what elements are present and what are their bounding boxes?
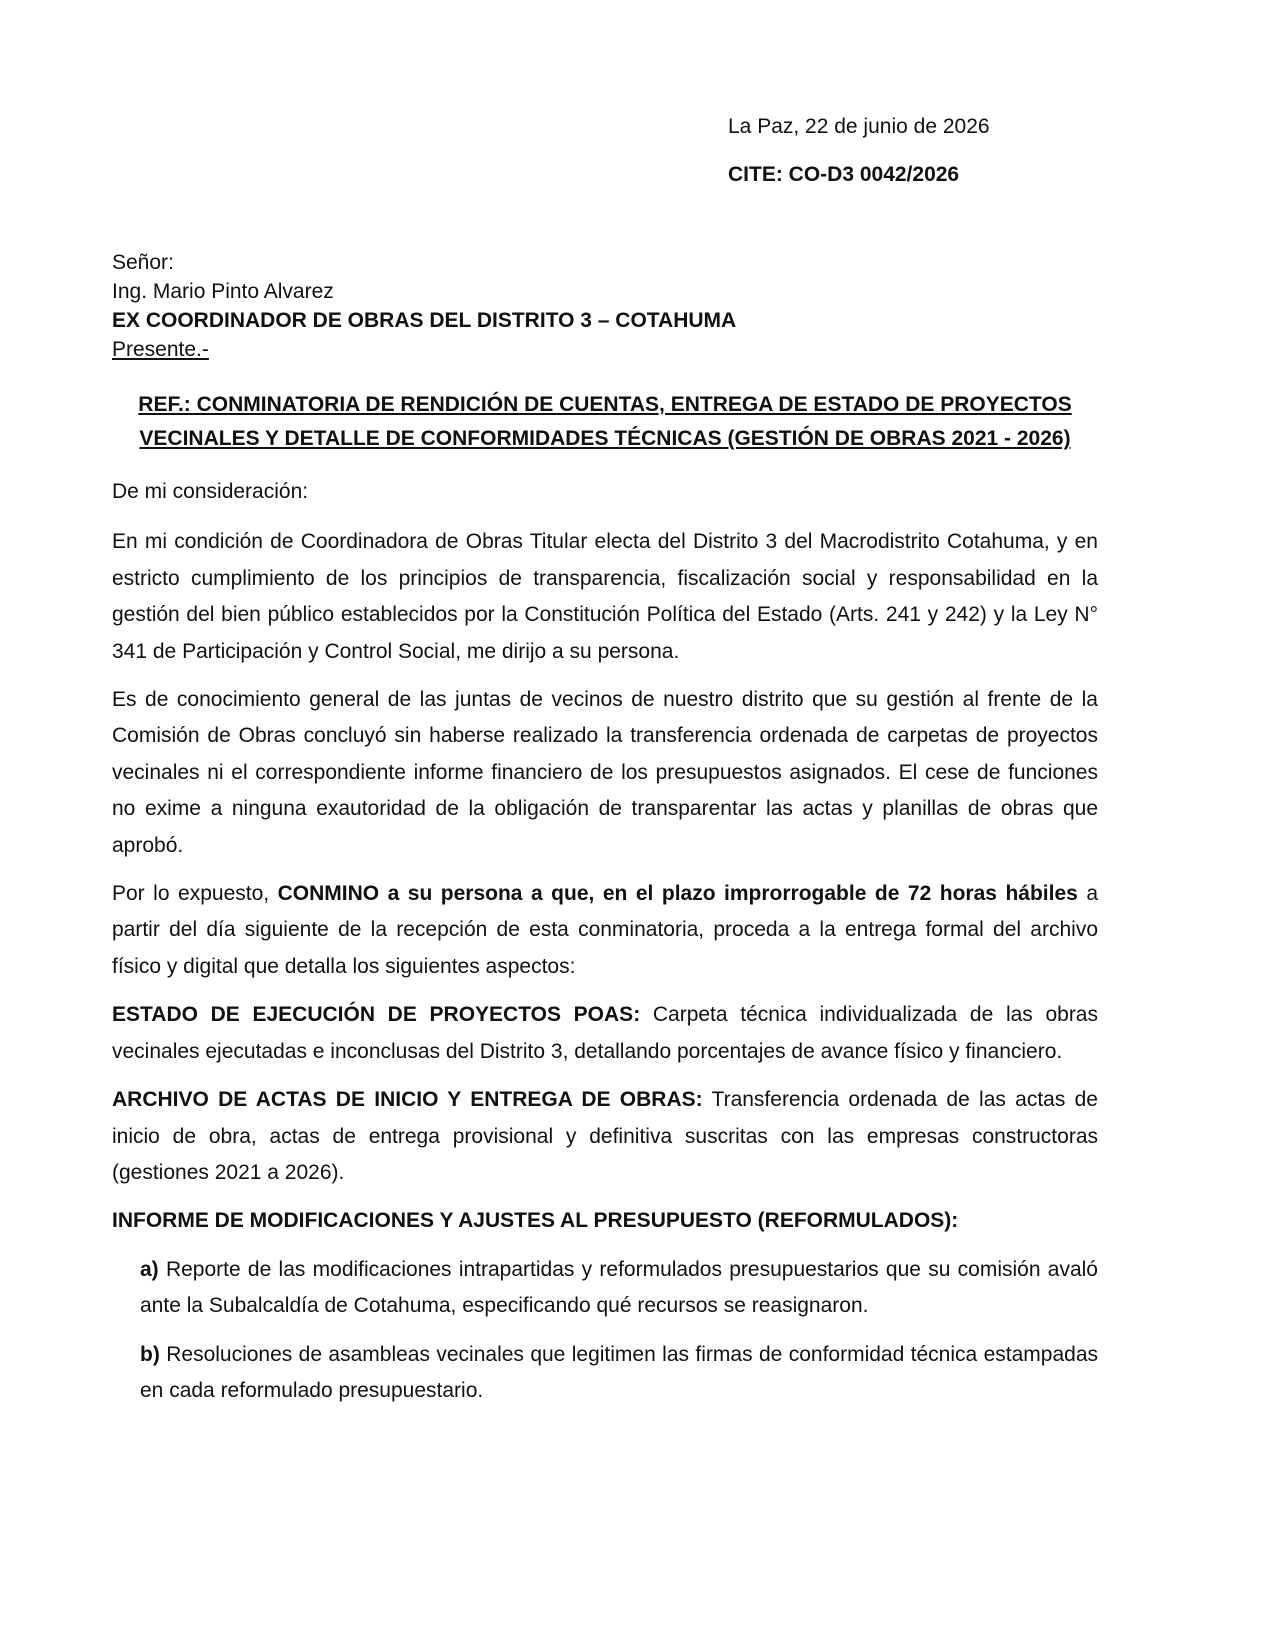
item-1-title: ESTADO DE EJECUCIÓN DE PROYECTOS POAS: [112,1003,641,1027]
sub-item-b-text: Resoluciones de asambleas vecinales que legitimen las firmas de conformidad técnica estampadas en cada reformulado presupuestario. [140,1342,1098,1402]
letter-header [728,112,990,190]
addressee-position: EX COORDINADOR DE OBRAS DEL DISTRITO 3 – COTAHUMA [112,309,737,332]
letter-date: La Paz, 22 de junio de 2026 [728,115,990,138]
addressee-block [112,248,736,364]
letter-body [112,474,1098,1421]
cite-number: CITE: CO-D3 0042/2026 [728,163,960,186]
reference-heading [112,388,1098,456]
item-2-title: ARCHIVO DE ACTAS DE INICIO Y ENTREGA DE OBRAS: [112,1088,703,1112]
paragraph-1: En mi condición de Coordinadora de Obras Titular electa del Distrito 3 del Macrodistrito Cotahuma, y en estricto cumplimiento de los principios de transparencia, fiscalización social y responsabilidad en la gestión del bien público establecidos por la Constitución Política del Estado (Arts. 241 y 242) y la Ley N° 341 de Participación y Control Social, me dirijo a su persona. [112,530,1098,663]
reference-line-1: REF.: CONMINATORIA DE RENDICIÓN DE CUENTAS, ENTREGA DE ESTADO DE PROYECTOS [138,393,1072,416]
paragraph-3-emphasis: CONMINO a su persona a que, en el plazo improrrogable de 72 horas hábiles [277,882,1078,906]
sub-item-a [112,1252,1098,1325]
sub-item-b [112,1337,1098,1410]
item-3 [112,1203,1098,1239]
item-3-title: INFORME DE MODIFICACIONES Y AJUSTES AL PRESUPUESTO (REFORMULADOS): [112,1209,959,1233]
item-1 [112,997,1098,1070]
paragraph-3 [112,876,1098,985]
item-1-text: Carpeta técnica individualizada de las obras vecinales ejecutadas e inconclusas del Distrito 3, detallando porcentajes de avance físico y financiero. [112,1003,1098,1063]
sub-item-a-label: a) [140,1257,159,1281]
item-2 [112,1082,1098,1191]
addressee-name: Ing. Mario Pinto Alvarez [112,280,334,303]
salutation: Señor: [112,251,174,274]
sub-item-b-label: b) [140,1342,160,1366]
sub-item-a-text: Reporte de las modificaciones intrapartidas y reformulados presupuestarios que su comisión avaló ante la Subalcaldía de Cotahuma, especificando qué recursos se reasignaron. [140,1257,1098,1318]
paragraph-2: Es de conocimiento general de las juntas de vecinos de nuestro distrito que su gestión al frente de la Comisión de Obras concluyó sin haberse realizado la transferencia ordenada de carpetas de proyectos vecinales ni el correspondiente informe financiero de los presupuestos asignados. El cese de funciones no exime a ninguna exautoridad de la obligación de transparentar las actas y planillas de obras que aprobó. [112,688,1098,857]
paragraph-3-end: a partir del día siguiente de la recepción de esta conminatoria, proceda a la entrega formal del archivo físico y digital que detalla los siguientes aspectos: [112,882,1099,978]
item-2-text: Transferencia ordenada de las actas de inicio de obra, actas de entrega provisional y definitiva suscritas con las empresas constructoras (gestiones 2021 a 2026). [112,1088,1098,1184]
reference-line-2: VECINALES Y DETALLE DE CONFORMIDADES TÉCNICAS (GESTIÓN DE OBRAS 2021 - 2026) [139,427,1071,450]
paragraph-3-start: Por lo expuesto, [112,882,278,906]
greeting: De mi consideración: [112,480,309,503]
presente-label: Presente.- [112,338,209,361]
